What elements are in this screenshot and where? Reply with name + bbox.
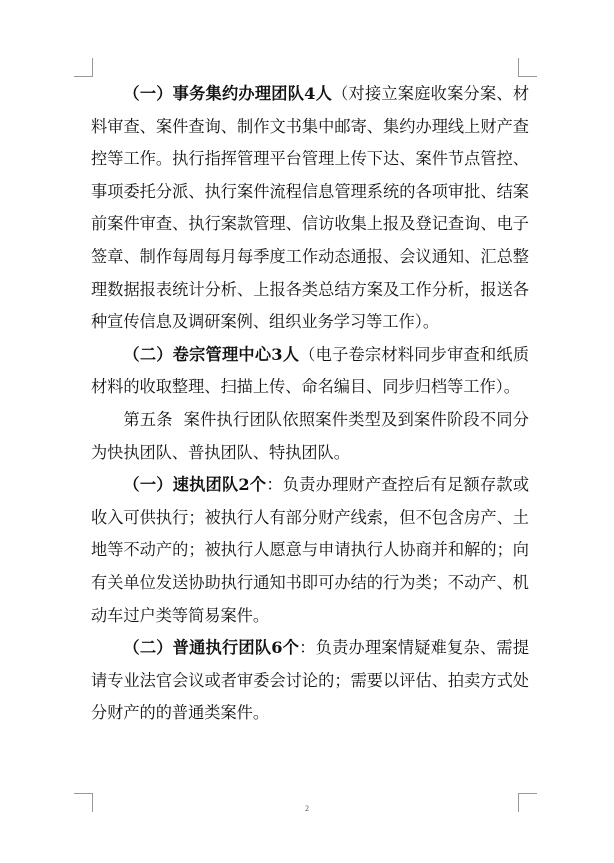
paragraph-file-center — [91, 339, 529, 404]
paragraph-general-team — [91, 632, 529, 730]
margin-mark-top-left — [74, 58, 93, 77]
paragraph-lead: （二）卷宗管理中心3人 — [123, 344, 300, 364]
paragraph-text: ：负责办理案情疑难复杂、需提请专业法官会议或者审委会讨论的；需要以评估、拍卖方式处分财产的的普通类案件。 — [91, 638, 530, 723]
paragraph-fast-team — [91, 469, 529, 632]
paragraph-lead: （一）速执团队2个 — [123, 475, 267, 495]
document-body — [91, 78, 529, 730]
page-number: 2 — [305, 804, 309, 813]
paragraph-text: （电子卷宗材料同步审查和纸质材料的收取整理、扫描上传、命名编目、同步归档等工作）。 — [91, 344, 530, 397]
paragraph-text: ：负责办理财产查控后有足额存款或收入可供执行；被执行人有部分财产线索，但不包含房产、土地等不动产的；被执行人愿意与申请执行人协商并和解的；向有关单位发送协助执行通知书即可办结的行为类；不动产、机动车过户类等简易案件。 — [91, 475, 530, 625]
paragraph-lead: （二）普通执行团队6个 — [123, 638, 300, 658]
margin-mark-top-right — [518, 58, 537, 77]
paragraph-article-five — [91, 404, 529, 469]
paragraph-text: 第五条 案件执行团队依照案件类型及到案件阶段不同分为快执团队、普执团队、特执团队。 — [91, 409, 529, 462]
paragraph-text: （对接立案庭收案分案、材料审查、案件查询、制作文书集中邮寄、集约办理线上财产查控等工作。执行指挥管理平台管理上传下达、案件节点管控、事项委托分派、执行案件流程信息管理系统的各项审批、结案前案件审查、执行案款管理、信访收集上报及登记查询、电子签章、制作每周每月每季度工作动态通报、会议通知、汇总整理数据报表统计分析、上报各类总结方案及工作分析，报送各种宣传信息及调研案例、组织业务学习等工作）。 — [91, 84, 530, 332]
paragraph-affairs-team — [91, 78, 529, 339]
paragraph-lead: （一）事务集约办理团队4人 — [123, 84, 333, 103]
